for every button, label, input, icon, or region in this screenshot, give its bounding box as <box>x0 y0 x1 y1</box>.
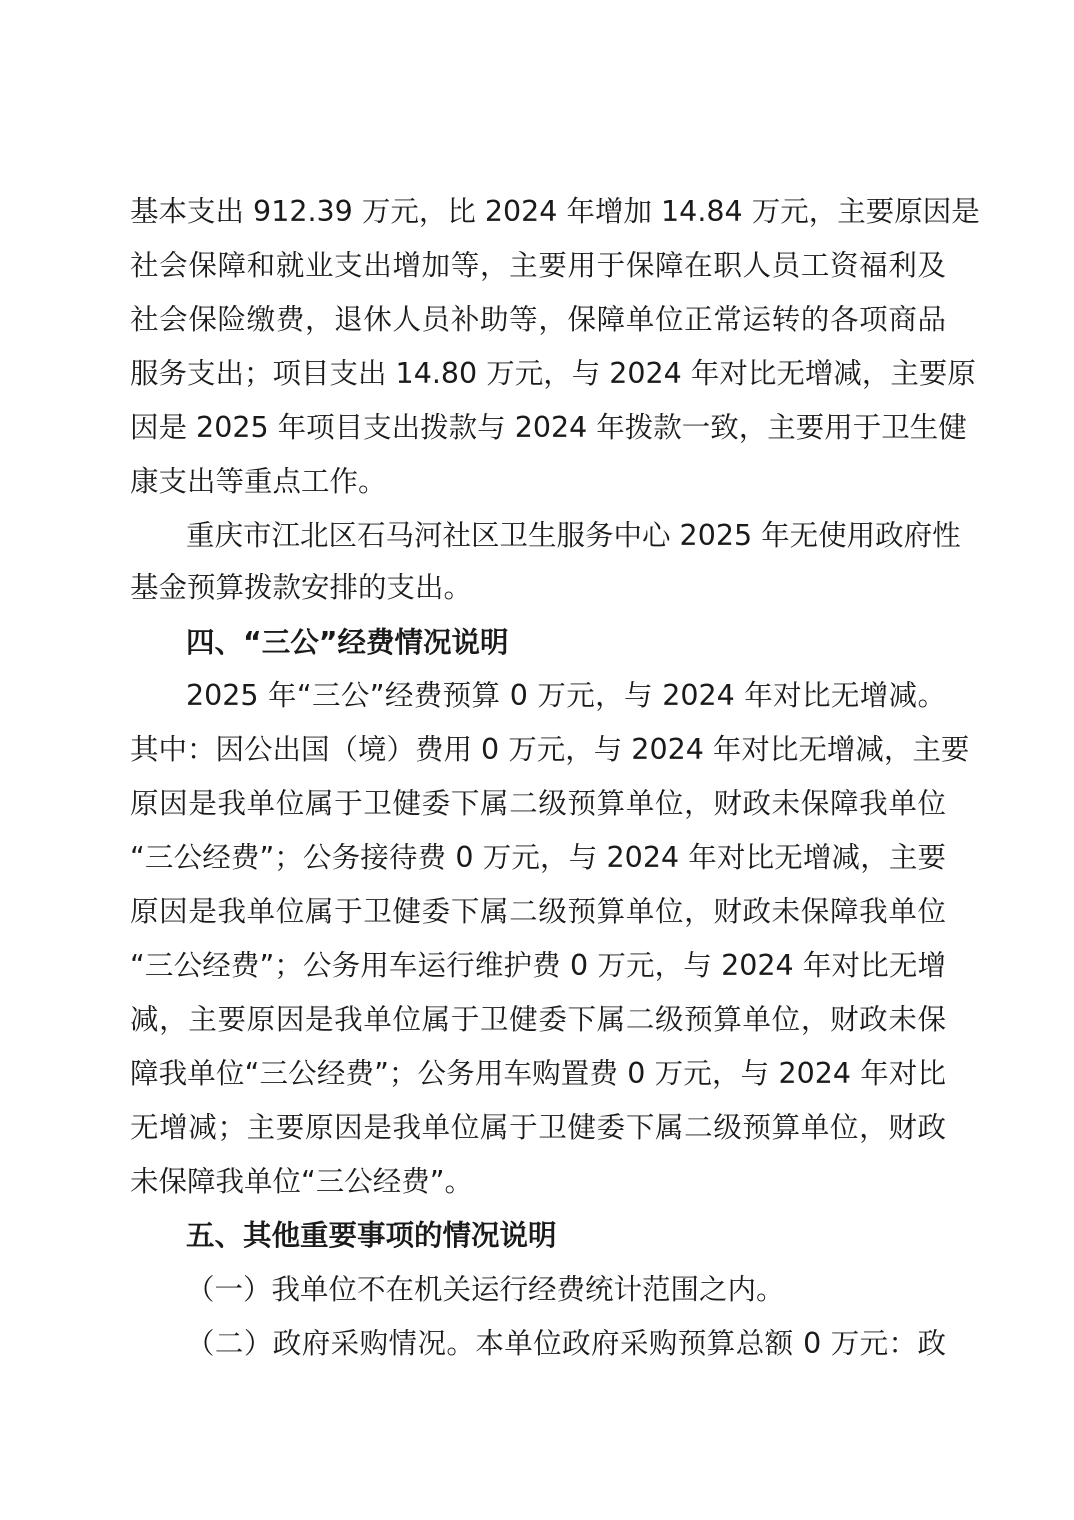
body-text-line: 障我单位“三公经费”；公务用车购置费 0 万元，与 2024 年对比 <box>130 1057 946 1090</box>
body-text-line: 康支出等重点工作。 <box>130 465 387 498</box>
body-text-line: 其中：因公出国（境）费用 0 万元，与 2024 年对比无增减，主要 <box>130 733 970 766</box>
list-item: （一）我单位不在机关运行经费统计范围之内。 <box>186 1273 785 1306</box>
body-text-line: 基本支出 912.39 万元，比 2024 年增加 14.84 万元，主要原因是 <box>130 195 980 228</box>
body-text-line: 无增减；主要原因是我单位属于卫健委下属二级预算单位，财政 <box>130 1111 946 1144</box>
body-text-line: 社会保障和就业支出增加等，主要用于保障在职人员工资福利及 <box>130 249 946 282</box>
body-text-line: 原因是我单位属于卫健委下属二级预算单位，财政未保障我单位 <box>130 787 946 820</box>
list-item: （二）政府采购情况。本单位政府采购预算总额 0 万元：政 <box>186 1327 946 1360</box>
body-text-line: 因是 2025 年项目支出拨款与 2024 年拨款一致，主要用于卫生健 <box>130 411 967 444</box>
section-heading: 五、其他重要事项的情况说明 <box>186 1219 557 1252</box>
body-text-line: 基金预算拨款安排的支出。 <box>130 571 473 604</box>
body-text-line: 未保障我单位“三公经费”。 <box>130 1165 474 1198</box>
body-text-line: 2025 年“三公”经费预算 0 万元，与 2024 年对比无增减。 <box>186 679 946 712</box>
body-text-line: “三公经费”；公务用车运行维护费 0 万元，与 2024 年对比无增 <box>130 949 946 982</box>
body-text-line: 社会保险缴费，退休人员补助等，保障单位正常运转的各项商品 <box>130 303 946 336</box>
body-text-line: 原因是我单位属于卫健委下属二级预算单位，财政未保障我单位 <box>130 895 946 928</box>
body-text-line: 减，主要原因是我单位属于卫健委下属二级预算单位，财政未保 <box>130 1003 946 1036</box>
body-text-line: 服务支出；项目支出 14.80 万元，与 2024 年对比无增减，主要原 <box>130 357 976 390</box>
body-text-line: 重庆市江北区石马河社区卫生服务中心 2025 年无使用政府性 <box>186 519 961 552</box>
body-text-line: “三公经费”；公务接待费 0 万元，与 2024 年对比无增减，主要 <box>130 841 946 874</box>
section-heading: 四、“三公”经费情况说明 <box>186 626 509 659</box>
